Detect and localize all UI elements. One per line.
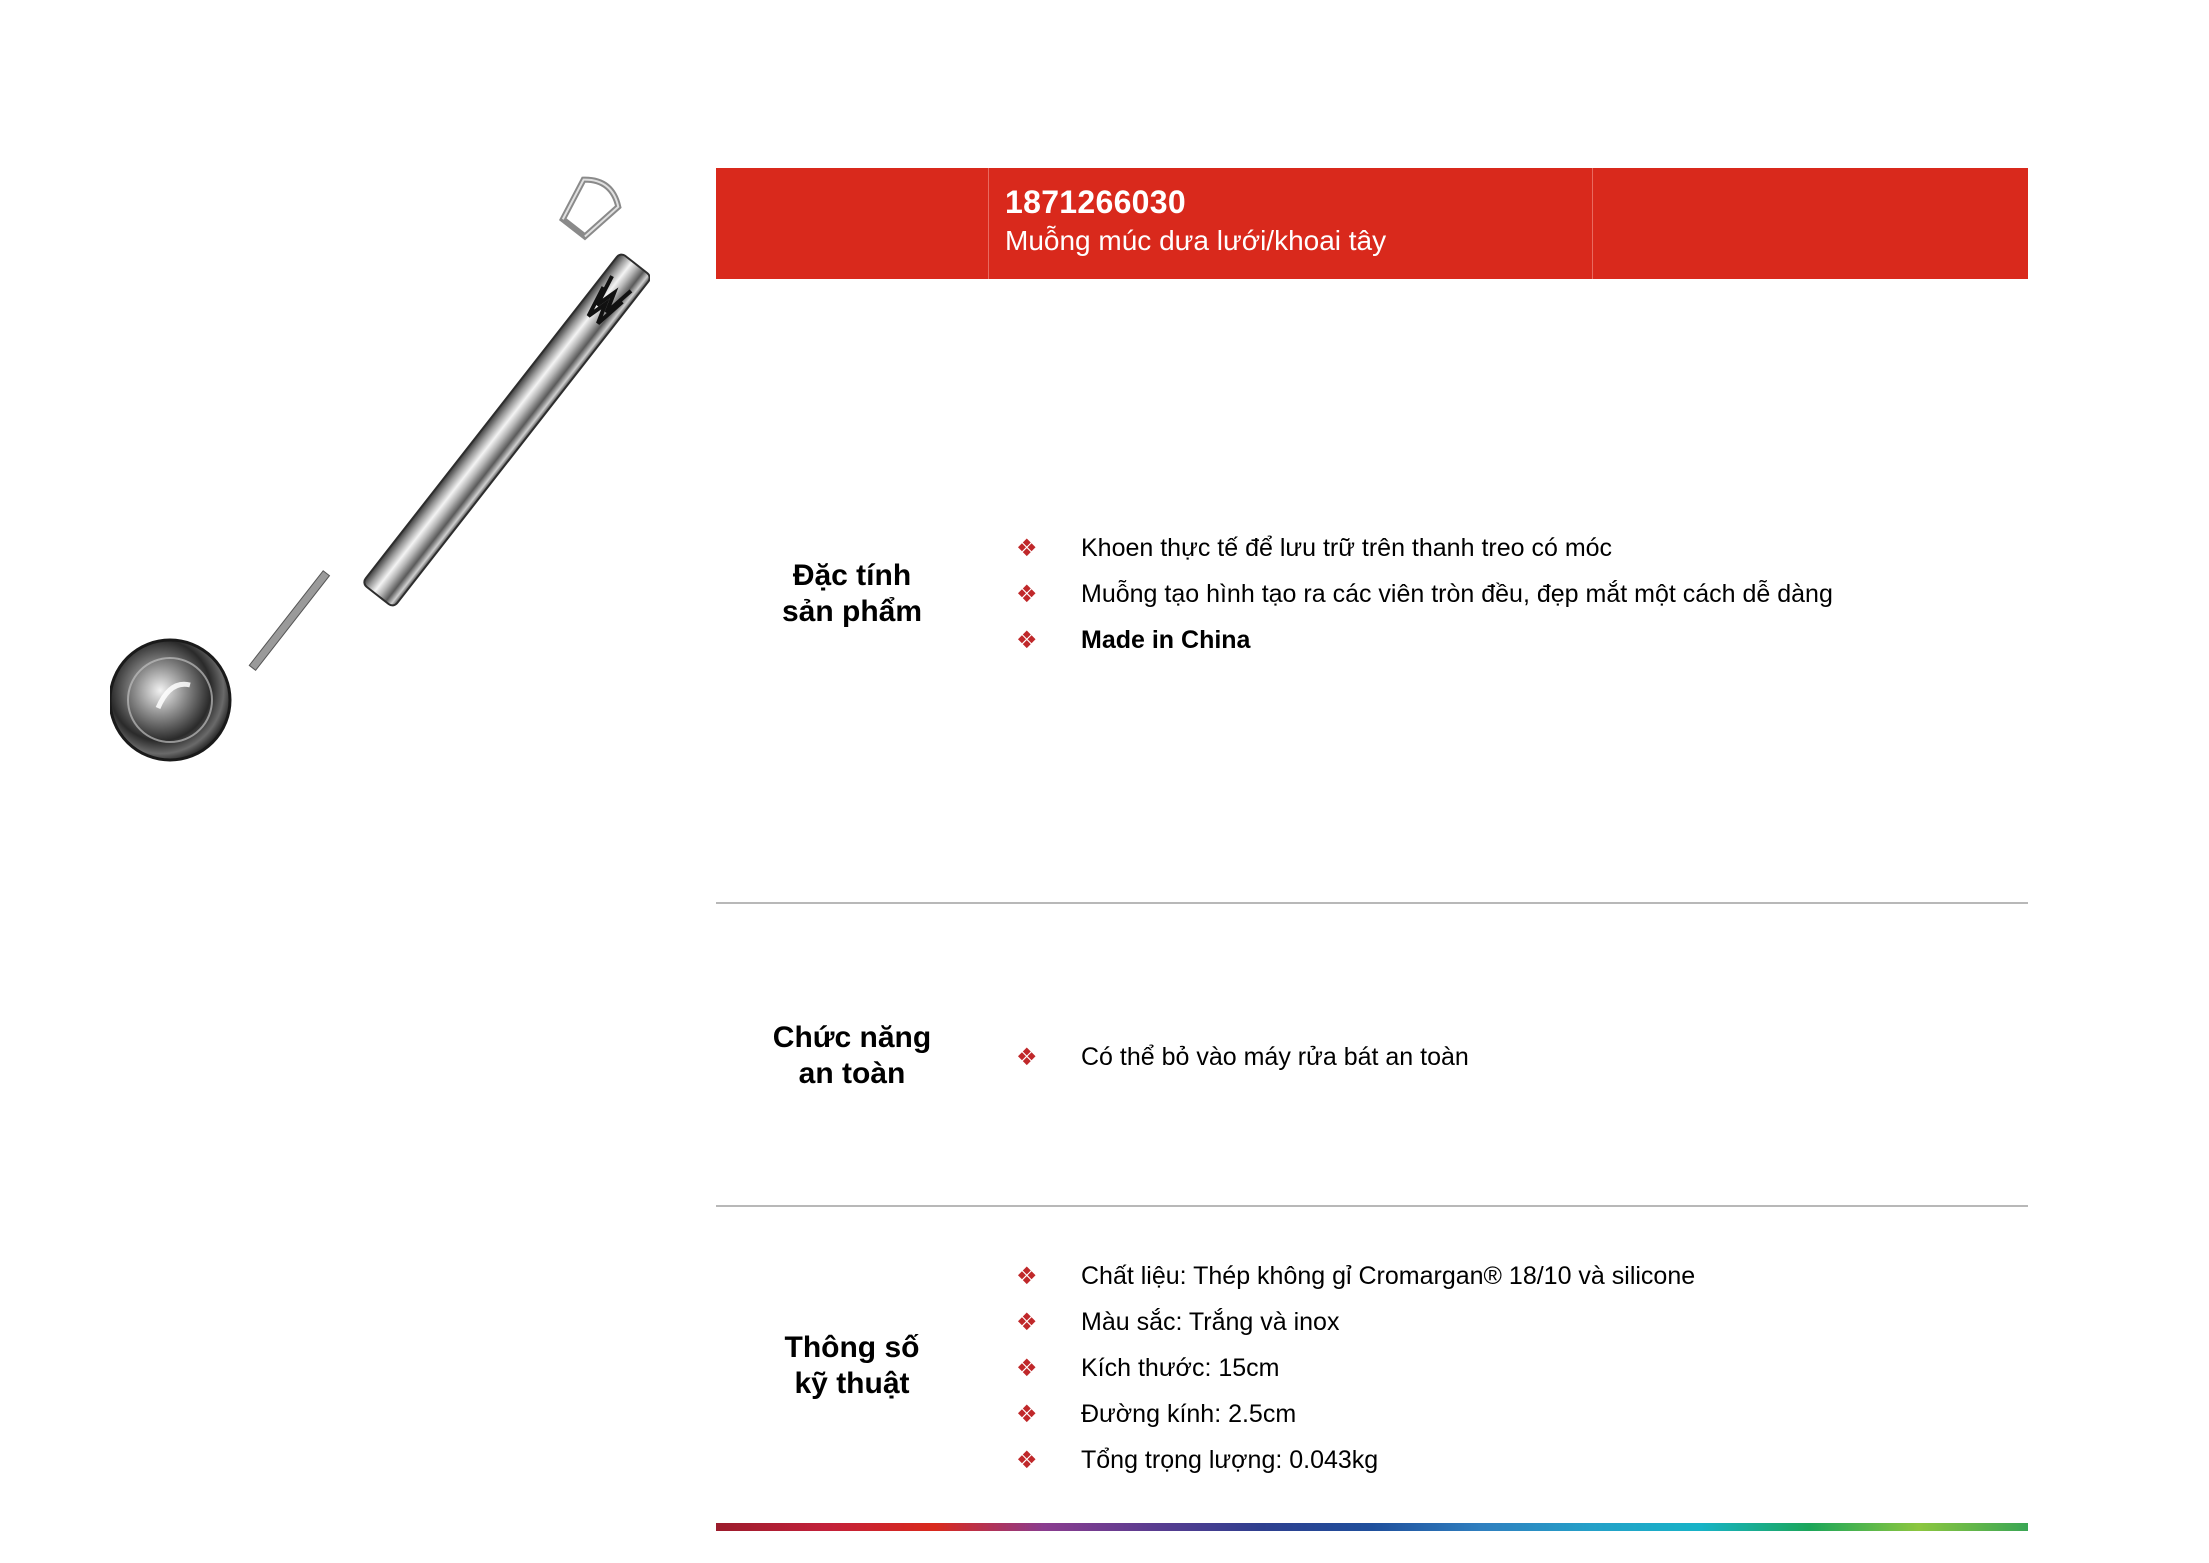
list-item <box>1016 617 1833 663</box>
list-item <box>1016 1345 1695 1391</box>
list-item <box>1016 571 1833 617</box>
diamond-bullet-icon: ❖ <box>1016 1446 1038 1474</box>
product-code: 1871266030 <box>1005 184 1186 220</box>
product-header <box>716 168 2028 279</box>
header-divider <box>1592 168 1593 279</box>
list-item <box>1016 1391 1695 1437</box>
specs-list <box>1016 1253 1695 1483</box>
list-item-text: Tổng trọng lượng: 0.043kg <box>1081 1446 1379 1474</box>
diamond-bullet-icon: ❖ <box>1016 1308 1038 1336</box>
list-item-text: Đường kính: 2.5cm <box>1081 1400 1297 1428</box>
list-item-text: Made in China <box>1081 626 1251 654</box>
list-item <box>1016 525 1833 571</box>
section-label-line: Đặc tính <box>792 559 912 592</box>
header-text <box>1005 182 1386 260</box>
diamond-bullet-icon: ❖ <box>1016 580 1038 608</box>
section-label-safety <box>716 1020 988 1092</box>
diamond-bullet-icon: ❖ <box>1016 1043 1038 1071</box>
section-divider <box>716 1205 2028 1207</box>
list-item <box>1016 1253 1695 1299</box>
features-list <box>1016 525 1833 663</box>
diamond-bullet-icon: ❖ <box>1016 1262 1038 1290</box>
section-label-line: an toàn <box>798 1057 906 1090</box>
list-item <box>1016 1299 1695 1345</box>
diamond-bullet-icon: ❖ <box>1016 626 1038 654</box>
footer-color-strip <box>716 1523 2028 1531</box>
diamond-bullet-icon: ❖ <box>1016 534 1038 562</box>
section-label-line: Thông số <box>784 1331 920 1364</box>
list-item-text: Khoen thực tế để lưu trữ trên thanh treo có móc <box>1081 534 1613 562</box>
product-name: Muỗng múc dưa lưới/khoai tây <box>1005 225 1387 256</box>
list-item-text: Muỗng tạo hình tạo ra các viên tròn đều, đẹp mắt một cách dễ dàng <box>1081 580 1833 608</box>
list-item-text: Có thể bỏ vào máy rửa bát an toàn <box>1081 1043 1469 1071</box>
section-divider <box>716 902 2028 904</box>
section-label-line: sản phẩm <box>781 595 923 628</box>
list-item-text: Màu sắc: Trắng và inox <box>1081 1308 1340 1336</box>
section-label-line: kỹ thuật <box>794 1367 910 1400</box>
list-item <box>1016 1437 1695 1483</box>
section-label-features <box>716 558 988 630</box>
product-image <box>110 160 650 780</box>
section-label-line: Chức năng <box>772 1021 932 1054</box>
diamond-bullet-icon: ❖ <box>1016 1354 1038 1382</box>
section-label-specs <box>716 1330 988 1402</box>
safety-list <box>1016 1034 1469 1080</box>
list-item <box>1016 1034 1469 1080</box>
header-divider <box>988 168 989 279</box>
diamond-bullet-icon: ❖ <box>1016 1400 1038 1428</box>
list-item-text: Chất liệu: Thép không gỉ Cromargan® 18/10 và silicone <box>1081 1262 1696 1290</box>
list-item-text: Kích thước: 15cm <box>1081 1354 1280 1382</box>
